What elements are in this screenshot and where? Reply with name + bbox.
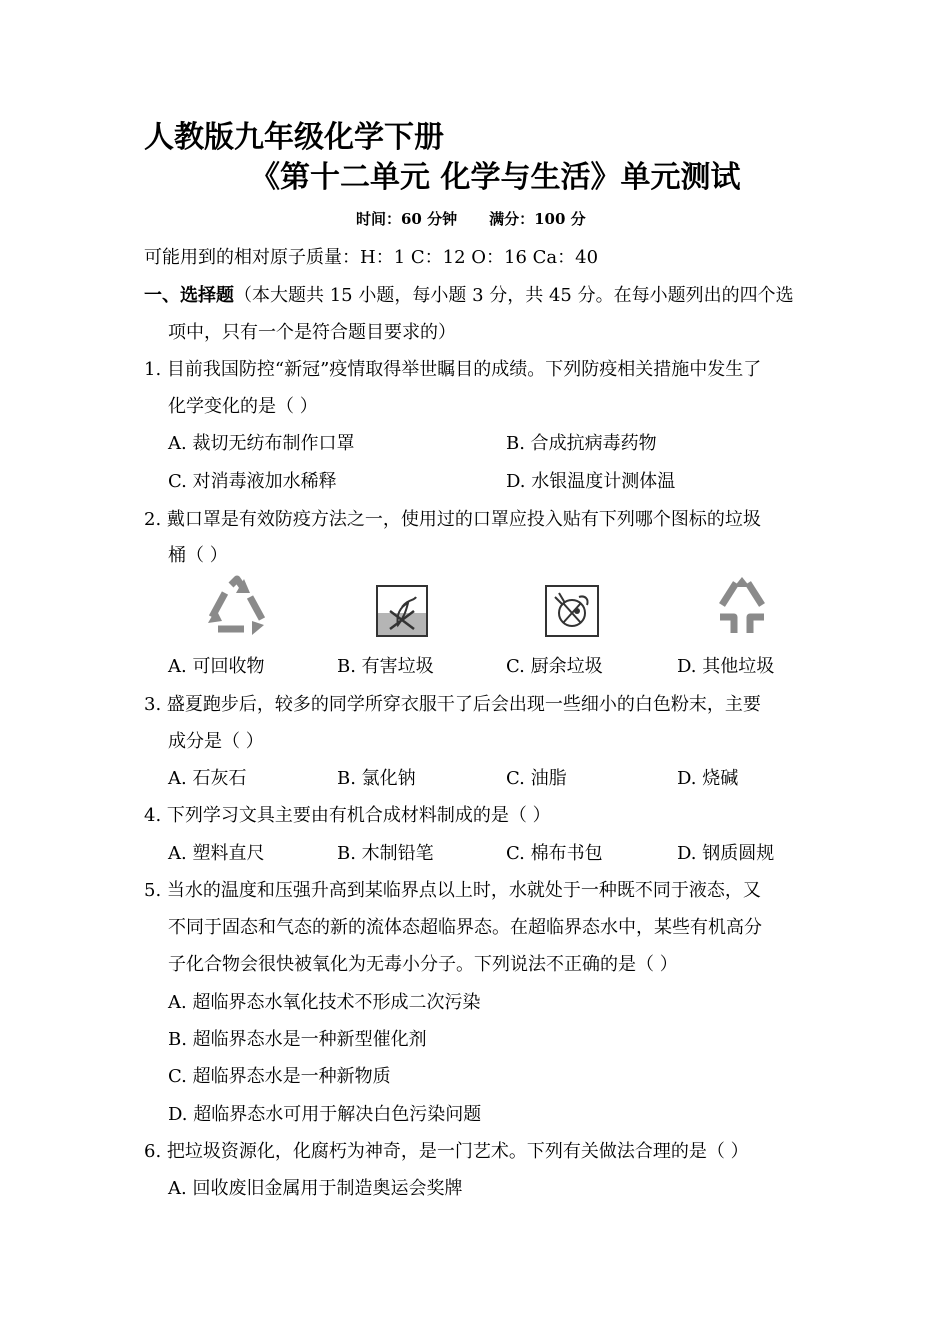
- q1-stem-line2: 化学变化的是（ ）: [168, 396, 318, 417]
- q2-option-a[interactable]: A. 可回收物: [168, 656, 265, 677]
- doc-title-line2: 《第十二单元 化学与生活》单元测试: [250, 160, 741, 195]
- q1-stem-line1: 1. 目前我国防控“新冠”疫情取得举世瞩目的成绩。下列防疫相关措施中发生了: [144, 359, 762, 380]
- other-waste-icon: [712, 575, 772, 637]
- section-label: 一、选择题: [144, 285, 234, 306]
- q4-option-b[interactable]: B. 木制铅笔: [337, 843, 434, 864]
- q3-option-c[interactable]: C. 油脂: [506, 768, 567, 789]
- full-score: 满分：100 分: [489, 210, 586, 228]
- q2-option-d[interactable]: D. 其他垃圾: [677, 656, 775, 677]
- recycle-icon: [204, 575, 270, 637]
- q5-option-c[interactable]: C. 超临界态水是一种新物质: [168, 1066, 391, 1087]
- q1-option-c[interactable]: C. 对消毒液加水稀释: [168, 471, 337, 492]
- q5-option-a[interactable]: A. 超临界态水氧化技术不形成二次污染: [168, 992, 481, 1013]
- time-limit: 时间：60 分钟: [356, 210, 458, 228]
- q4-option-a[interactable]: A. 塑料直尺: [168, 843, 265, 864]
- q3-option-b[interactable]: B. 氯化钠: [337, 768, 416, 789]
- q3-stem-line1: 3. 盛夏跑步后，较多的同学所穿衣服干了后会出现一些细小的白色粉末，主要: [144, 694, 761, 715]
- time-score-info: [356, 208, 586, 229]
- q5-stem-line3: 子化合物会很快被氧化为无毒小分子。下列说法不正确的是（ ）: [168, 954, 678, 975]
- q3-stem-line2: 成分是（ ）: [168, 731, 264, 752]
- atomic-mass-line: 可能用到的相对原子质量：H：1 C：12 O：16 Ca：40: [144, 247, 599, 268]
- q2-stem-line2: 桶（ ）: [168, 545, 228, 566]
- doc-title-line1: 人教版九年级化学下册: [144, 120, 444, 155]
- q1-option-b[interactable]: B. 合成抗病毒药物: [506, 433, 657, 454]
- hazardous-waste-icon: [376, 585, 428, 637]
- q5-option-d[interactable]: D. 超临界态水可用于解决白色污染问题: [168, 1104, 482, 1125]
- kitchen-waste-icon: [545, 585, 599, 637]
- q3-option-d[interactable]: D. 烧碱: [677, 768, 739, 789]
- q6-option-a[interactable]: A. 回收废旧金属用于制造奥运会奖牌: [168, 1178, 463, 1199]
- q5-option-b[interactable]: B. 超临界态水是一种新型催化剂: [168, 1029, 427, 1050]
- q6-stem-line1: 6. 把垃圾资源化，化腐朽为神奇，是一门艺术。下列有关做法合理的是（ ）: [144, 1141, 749, 1162]
- q1-option-d[interactable]: D. 水银温度计测体温: [506, 471, 676, 492]
- q2-option-c[interactable]: C. 厨余垃圾: [506, 656, 603, 677]
- q2-option-b[interactable]: B. 有害垃圾: [337, 656, 434, 677]
- q3-option-a[interactable]: A. 石灰石: [168, 768, 247, 789]
- q2-stem-line1: 2. 戴口罩是有效防疫方法之一，使用过的口罩应投入贴有下列哪个图标的垃圾: [144, 509, 761, 530]
- q4-stem-line1: 4. 下列学习文具主要由有机合成材料制成的是（ ）: [144, 805, 551, 826]
- section-desc-line1: （本大题共 15 小题，每小题 3 分，共 45 分。在每小题列出的四个选: [234, 285, 794, 306]
- q4-option-d[interactable]: D. 钢质圆规: [677, 843, 775, 864]
- q4-option-c[interactable]: C. 棉布书包: [506, 843, 603, 864]
- q5-stem-line2: 不同于固态和气态的新的流体态超临界态。在超临界态水中，某些有机高分: [168, 917, 762, 938]
- q5-stem-line1: 5. 当水的温度和压强升高到某临界点以上时，水就处于一种既不同于液态，又: [144, 880, 761, 901]
- section-desc-line2: 项中，只有一个是符合题目要求的）: [168, 322, 456, 343]
- section-header: [144, 281, 794, 307]
- q1-option-a[interactable]: A. 裁切无纺布制作口罩: [168, 433, 355, 454]
